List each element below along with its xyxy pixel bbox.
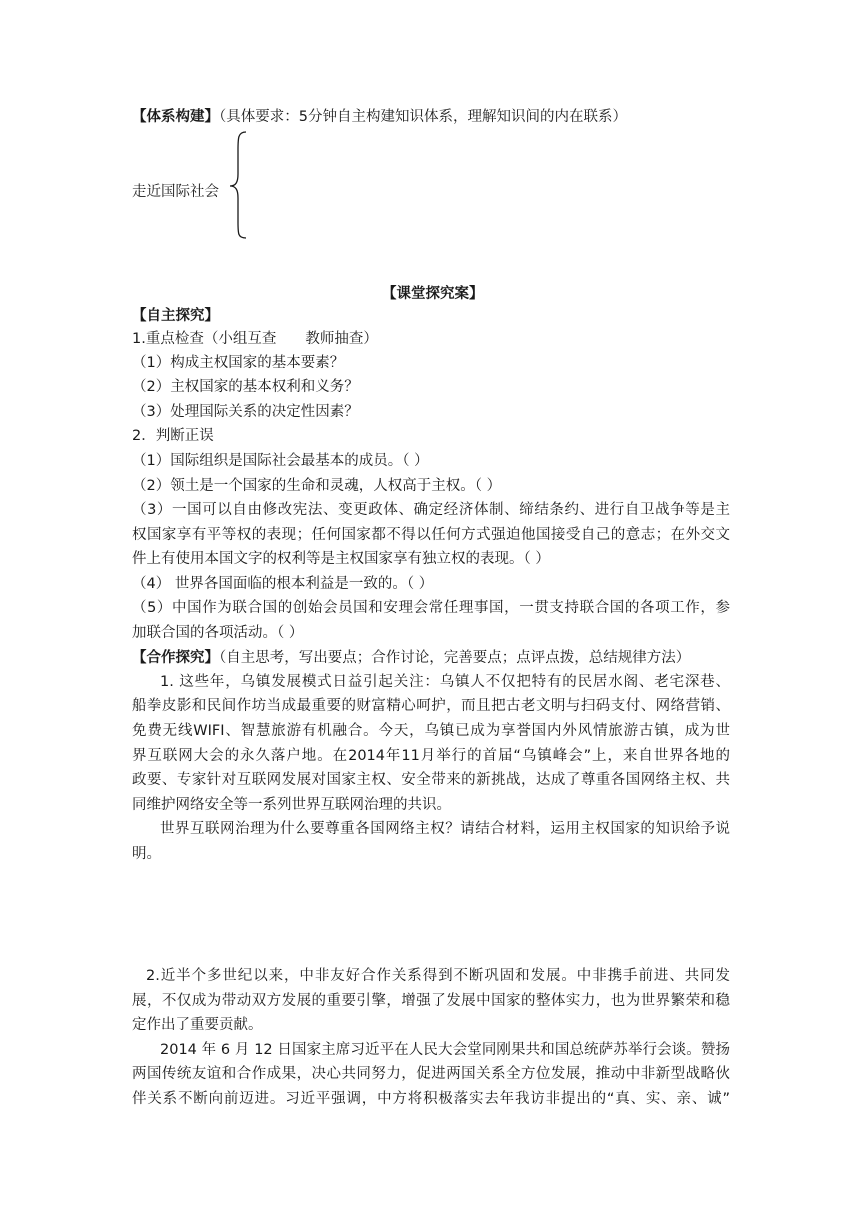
judge-item-4: （4） 世界各国面临的根本利益是一致的。（ ） bbox=[132, 576, 434, 592]
q1-line: 同维护网络安全等一系列世界互联网治理的共识。 bbox=[132, 797, 451, 813]
judge-item-3-line: （3）一国可以自由修改宪法、变更政体、确定经济体制、缔结条约、进行自卫战争等是主 bbox=[132, 502, 730, 518]
judge-item-1: （1）国际组织是国际社会最基本的成员。（ ） bbox=[132, 453, 429, 469]
q2-para-line: 2014 年 6 月 12 日国家主席习近平在人民大会堂同刚果共和国总统萨苏举行会谈。赞扬 bbox=[160, 1042, 730, 1058]
self-explore-heading: 【自主探究】 bbox=[132, 308, 219, 324]
system-requirement: （具体要求：5分钟自主构建知识体系，理解知识间的内在联系） bbox=[219, 109, 627, 125]
judge-item-2: （2）领土是一个国家的生命和灵魂，人权高于主权。（ ） bbox=[132, 478, 502, 494]
check-item: （3）处理国际关系的决定性因素？ bbox=[132, 404, 359, 420]
check-item: （1）构成主权国家的基本要素？ bbox=[132, 355, 345, 371]
q1-line: 1. 这些年，乌镇发展模式日益引起关注：乌镇人不仅把特有的民居水阁、老宅深巷、 bbox=[160, 674, 730, 690]
check-item: （2）主权国家的基本权利和义务？ bbox=[132, 379, 359, 395]
curly-brace bbox=[228, 130, 258, 240]
q1-line: 政要、专家针对互联网发展对国家主权、安全带来的新挑战，达成了尊重各国网络主权、共 bbox=[132, 772, 730, 788]
judge-item-5-line: （5）中国作为联合国的创始会员国和安理会常任理事国，一贯支持联合国的各项工作，参 bbox=[132, 600, 730, 616]
q2-para-line: 两国传统友谊和合作成果，决心共同努力，促进两国关系全方位发展，推动中非新型战略伙 bbox=[132, 1066, 730, 1082]
system-heading: 【体系构建】 bbox=[132, 109, 219, 125]
class-title: 【课堂探究案】 bbox=[382, 286, 484, 302]
q2-line: 2.近半个多世纪以来，中非友好合作关系得到不断巩固和发展。中非携手前进、共同发 bbox=[146, 968, 730, 984]
q1-question-line: 世界互联网治理为什么要尊重各国网络主权？请结合材料，运用主权国家的知识给予说 bbox=[160, 821, 730, 837]
q2-line: 定作出了重要贡献。 bbox=[132, 1017, 263, 1033]
q1-question-line: 明。 bbox=[132, 846, 161, 862]
judge-item-3-line: 件上有使用本国文字的权利等是主权国家享有独立权的表现。（ ） bbox=[132, 551, 550, 567]
system-heading-line bbox=[132, 106, 627, 128]
judge-item-5-line: 加联合国的各项活动。（ ） bbox=[132, 625, 304, 641]
coop-heading: 【合作探究】 bbox=[132, 650, 219, 666]
q2-line: 展，不仅成为带动双方发展的重要引擎，增强了发展中国家的整体实力，也为世界繁荣和稳 bbox=[132, 993, 730, 1009]
q1-line: 界互联网大会的永久落户地。在2014年11月举行的首届“乌镇峰会”上，来自世界各地的 bbox=[132, 748, 730, 764]
judge-title: 2．判断正误 bbox=[132, 428, 214, 444]
coop-requirement: （自主思考，写出要点；合作讨论，完善要点；点评点拨，总结规律方法） bbox=[219, 650, 691, 666]
judge-item-3-line: 权国家享有平等权的表现；任何国家都不得以任何方式强迫他国接受自己的意志；在外交文 bbox=[132, 527, 730, 543]
check-title: 1.重点检查（小组互查 教师抽查） bbox=[132, 331, 378, 347]
coop-heading-line bbox=[132, 647, 690, 669]
q1-line: 免费无线WIFI、智慧旅游有机融合。今天，乌镇已成为享誉国内外风情旅游古镇，成为世 bbox=[132, 723, 730, 739]
q2-para-line: 伴关系不断向前迈进。习近平强调，中方将积极落实去年我访非提出的“真、实、亲、诚” bbox=[132, 1091, 730, 1107]
brace-label: 走近国际社会 bbox=[132, 184, 219, 200]
q1-line: 船拳皮影和民间作坊当成最重要的财富精心呵护，而且把古老文明与扫码支付、网络营销、 bbox=[132, 698, 730, 714]
